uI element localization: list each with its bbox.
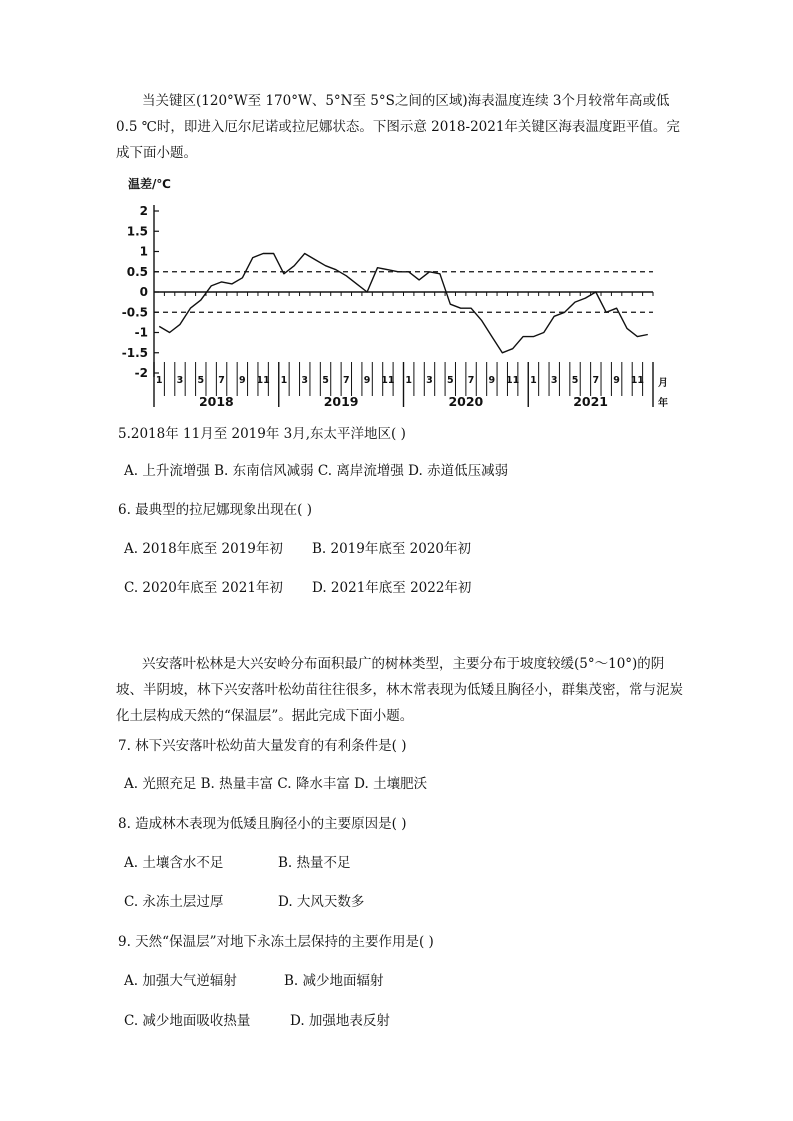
month-label: 7 <box>218 375 225 386</box>
month-label: 5 <box>571 375 579 386</box>
question-8-stem: 8. 造成林木表现为低矮且胸径小的主要原因是( ) <box>118 816 407 832</box>
question-9-option-c: C. 减少地面吸收热量 <box>124 1013 251 1029</box>
month-label: 7 <box>592 375 600 386</box>
y-tick-label: -1.5 <box>121 345 148 360</box>
question-8-option-a: A. 土壤含水不足 <box>124 855 224 871</box>
month-label: 11 <box>506 375 520 386</box>
question-7-stem: 7. 林下兴安落叶松幼苗大量发育的有利条件是( ) <box>118 738 407 754</box>
month-label: 11 <box>630 375 645 386</box>
sst-anomaly-line <box>159 254 648 353</box>
month-label: 5 <box>197 375 205 386</box>
month-label: 1 <box>405 375 413 386</box>
intro-passage-larch: 兴安落叶松林是大兴安岭分布面积最广的树林类型，主要分布于坡度较缓(5°～10°)的阴坡、半阴坡，林下兴安落叶松幼苗往往很多，林木常表现为低矮且胸径小，群集茂密，常与泥炭化土层构成天然的“保温层”。据此完成下面小题。 <box>116 656 683 724</box>
month-label: 9 <box>239 375 246 386</box>
month-label: 5 <box>446 375 454 386</box>
question-6-option-a: A. 2018年底至 2019年初 <box>124 541 283 557</box>
month-label: 11 <box>381 375 395 386</box>
question-7-options: A. 光照充足 B. 热量丰富 C. 降水丰富 D. 土壤肥沃 <box>124 776 428 792</box>
y-tick-label: -1 <box>134 325 148 340</box>
question-9-option-a: A. 加强大气逆辐射 <box>124 973 237 989</box>
question-6-option-d: D. 2021年底至 2022年初 <box>312 580 472 596</box>
y-tick-label: 0 <box>139 285 148 299</box>
y-tick-label: -0.5 <box>121 305 148 320</box>
question-9-option-d: D. 加强地表反射 <box>290 1013 390 1029</box>
question-5-stem: 5.2018年 11月至 2019年 3月,东太平洋地区( ) <box>118 426 406 442</box>
x-axis-label-year: 年 <box>658 398 668 409</box>
question-6-option-c: C. 2020年底至 2021年初 <box>124 580 283 596</box>
question-6-option-b: B. 2019年底至 2020年初 <box>312 541 472 557</box>
sst-anomaly-chart <box>118 170 678 420</box>
question-8-option-b: B. 热量不足 <box>278 855 351 871</box>
year-label: 2021 <box>573 394 609 409</box>
question-9-option-b: B. 减少地面辐射 <box>284 973 384 989</box>
question-9-stem: 9. 天然“保温层”对地下永冻土层保持的主要作用是( ) <box>118 934 434 950</box>
month-label: 3 <box>176 375 184 386</box>
month-label: 11 <box>256 375 270 386</box>
intro-passage-elnino: 当关键区(120°W至 170°W、5°N至 5°S之间的区域)海表温度连续 3个月较常年高或低 0.5 ℃时，即进入厄尔尼诺或拉尼娜状态。下图示意 2018-2021年关键区海表温度距平值。完成下面小题。 <box>116 93 680 161</box>
y-tick-label: -2 <box>134 366 148 380</box>
month-label: 1 <box>280 375 288 386</box>
month-label: 1 <box>530 375 537 386</box>
month-label: 7 <box>343 375 350 386</box>
year-label: 2020 <box>448 394 484 409</box>
question-8-option-d: D. 大风天数多 <box>278 894 365 910</box>
question-6-stem: 6. 最典型的拉尼娜现象出现在( ) <box>118 502 312 518</box>
question-8-option-c: C. 永冻土层过厚 <box>124 894 224 910</box>
y-tick-label: 0.5 <box>126 264 148 279</box>
month-label: 5 <box>322 375 329 386</box>
year-label: 2018 <box>198 394 234 409</box>
y-tick-label: 2 <box>139 204 148 218</box>
y-axis-label: 温差/℃ <box>128 177 171 191</box>
month-label: 3 <box>301 375 309 386</box>
month-label: 3 <box>426 375 433 386</box>
y-tick-label: 1.5 <box>126 224 148 239</box>
question-5-options: A. 上升流增强 B. 东南信风减弱 C. 离岸流增强 D. 赤道低压减弱 <box>124 463 509 479</box>
month-label: 1 <box>155 375 163 386</box>
y-tick-label: 1 <box>139 244 148 259</box>
year-label: 2019 <box>323 394 359 409</box>
x-axis-label-month: 月 <box>658 378 668 389</box>
month-label: 9 <box>363 375 371 386</box>
month-label: 9 <box>488 375 496 386</box>
month-label: 3 <box>550 375 558 386</box>
month-label: 7 <box>467 375 475 386</box>
month-label: 9 <box>613 375 620 386</box>
